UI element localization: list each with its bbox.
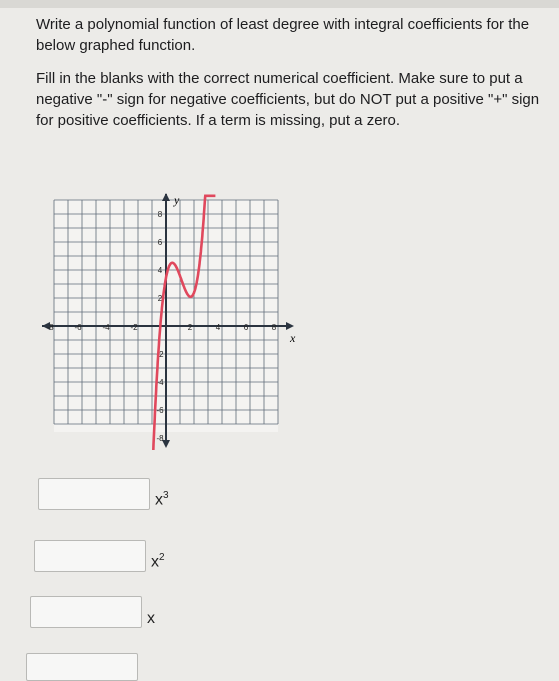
y-tick-label: -6 — [156, 406, 164, 415]
y-tick-label: -4 — [156, 378, 164, 387]
term-x3-exponent: 3 — [163, 490, 169, 501]
y-tick-label: 6 — [157, 238, 163, 247]
x-axis-right-arrow — [286, 322, 294, 330]
term-x2-exponent: 2 — [159, 552, 165, 563]
top-bar — [0, 0, 559, 8]
y-tick-label: 4 — [157, 266, 163, 275]
y-tick-label: 8 — [157, 210, 163, 219]
term-x3-label — [155, 490, 169, 509]
x-axis-label: x — [290, 331, 296, 345]
question-line-2: Fill in the blanks with the correct numerical coefficient. Make sure to put a negative "-" sign for negative coefficients, but do NOT put a positive "+" sign for positive coefficients. If a term is missing, put a zero. — [36, 70, 540, 129]
x-tick-label: -4 — [102, 323, 110, 332]
term-x2-label — [151, 552, 165, 571]
graph-svg — [40, 192, 300, 450]
coefficient-x-input[interactable] — [30, 596, 142, 628]
x-tick-label: -8 — [46, 323, 54, 332]
y-axis-up-arrow — [162, 193, 170, 201]
polynomial-graph — [40, 192, 300, 450]
x-tick-label: 2 — [187, 323, 193, 332]
y-tick-label: -8 — [156, 434, 164, 443]
y-axis-label: y — [174, 193, 180, 207]
term-x-base: x — [147, 610, 155, 627]
term-x3-base: x — [155, 491, 163, 509]
term-x2-base: x — [151, 553, 159, 571]
y-tick-label: -2 — [156, 350, 164, 359]
coefficient-x2-input[interactable] — [34, 540, 146, 572]
coefficient-constant-input[interactable] — [26, 653, 138, 681]
x-tick-label: -2 — [130, 323, 138, 332]
x-tick-label: -6 — [74, 323, 82, 332]
question-line-1: Write a polynomial function of least degree with integral coefficients for the below graphed function. — [36, 16, 530, 54]
question-text — [36, 14, 551, 143]
term-x-label — [147, 610, 155, 628]
x-tick-label: 8 — [271, 323, 277, 332]
y-tick-label: 2 — [157, 294, 163, 303]
coefficient-x3-input[interactable] — [38, 478, 150, 510]
x-tick-label: 4 — [215, 323, 221, 332]
x-tick-label: 6 — [243, 323, 249, 332]
